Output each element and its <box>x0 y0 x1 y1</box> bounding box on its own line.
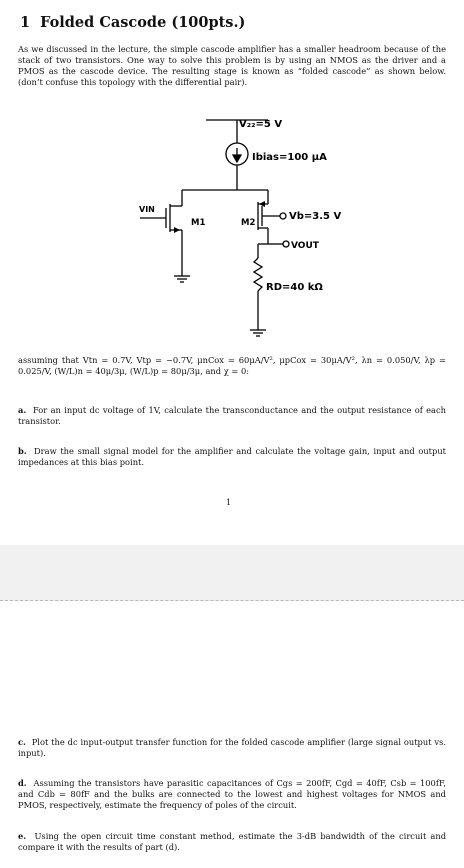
section-number: 1 <box>20 14 31 31</box>
part-b-label: b. <box>18 446 27 456</box>
intro-paragraph: As we discussed in the lecture, the simple cascode amplifier has a smaller headroom because of the stack of two transistors. One way to solve this problem is by using an NMOS as the driver and a PMOS as the cascode device. The resulting stage is known as “folded cascode” as shown below. (don’t confuse this topology with the differential pair). <box>18 44 446 87</box>
vin-label: VIN <box>139 205 155 214</box>
part-a-text: For an input dc voltage of 1V, calculate the transconductance and the output resistance of each transistor. <box>18 405 446 426</box>
m1-label: M1 <box>191 218 206 228</box>
part-a-label: a. <box>18 405 27 415</box>
m2-label: M2 <box>241 218 256 228</box>
rd-resistor <box>254 258 262 291</box>
part-e <box>18 831 446 853</box>
page-2 <box>0 601 464 868</box>
rd-label: RD=40 kΩ <box>266 282 323 293</box>
part-b-text: Draw the small signal model for the amplifier and calculate the voltage gain, input and output impedances at this bias point. <box>18 446 447 467</box>
vout-label: VOUT <box>291 241 319 251</box>
vb-terminal <box>280 213 286 219</box>
part-d-label: d. <box>18 778 27 788</box>
section-title <box>20 14 245 31</box>
part-e-label: e. <box>18 831 27 841</box>
page-number: 1 <box>226 498 232 507</box>
part-c <box>18 737 446 759</box>
vout-terminal <box>283 241 289 247</box>
vb-label: Vb=3.5 V <box>289 211 342 222</box>
part-d-text: Assuming the transistors have parasitic capacitances of Cgs = 200fF, Cgd = 40fF, Csb = 100fF, and Cdb = 80fF and the bulks are connected to the lowest and highest voltages for NMOS and PMOS, respectively, estimate the frequency of poles of the circuit. <box>18 778 447 810</box>
part-c-label: c. <box>18 737 26 747</box>
part-c-text: Plot the dc input-output transfer function for the folded cascode amplifier (large signal output vs. input). <box>18 737 446 758</box>
part-b <box>18 446 446 468</box>
part-e-text: Using the open circuit time constant method, estimate the 3-dB bandwidth of the circuit and compare it with the results of part (d). <box>18 831 447 852</box>
part-a <box>18 405 446 427</box>
section-title-text: Folded Cascode (100pts.) <box>40 14 246 31</box>
vdd-label: V₂₂=5 V <box>239 119 283 130</box>
page-gap <box>0 545 464 601</box>
assumptions-paragraph: assuming that Vtn = 0.7V, Vtp = −0.7V, μnCox = 60μA/V², μpCox = 30μA/V², λn = 0.050/V, λp = 0.025/V, (W/L)n = 40μ/3μ, (W/L)p = 80μ/3μ, and χ = 0: <box>18 355 446 376</box>
part-d <box>18 778 446 811</box>
folded-cascode-schematic <box>0 108 464 348</box>
ibias-label: Ibias=100 μA <box>252 152 327 163</box>
